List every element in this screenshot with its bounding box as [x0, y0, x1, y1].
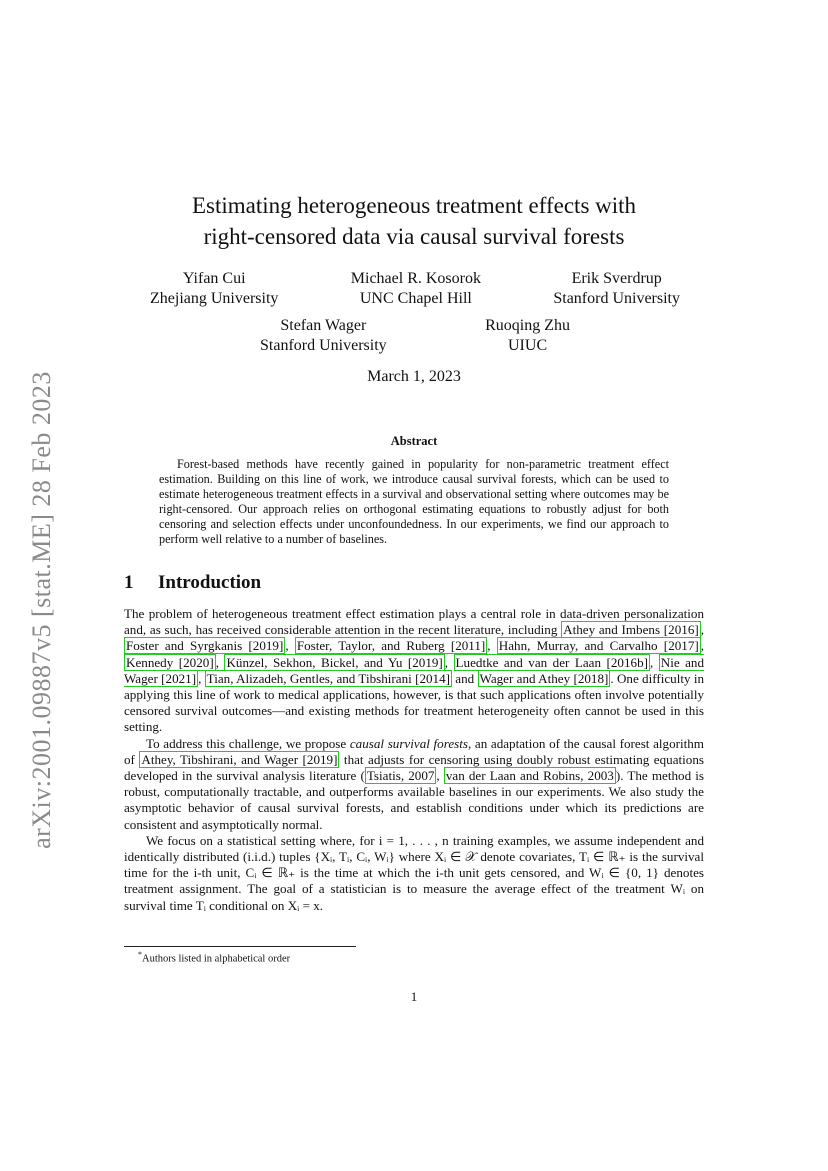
abstract-text: Forest-based methods have recently gained in popularity for non-parametric treatment effect estimation. Building on this line of work, we introduce causal survival forests, which can be used to estimate heterogeneous treatment effects in a survival and observational setting where outcomes may be right-censored. Our approach relies on orthogonal estimating equations to robustly adjust for both censoring and selection effects under unconfoundedness. In our experiments, we find our approach to perform well relative to a number of baselines.: [159, 457, 669, 547]
citation-authors: Nie and Wager: [124, 654, 705, 686]
citation-year: 2019: [252, 638, 279, 654]
arxiv-stamp: [18, 360, 66, 860]
citation-year: 2011: [455, 638, 481, 654]
separator: ,: [487, 638, 497, 654]
citation-authors: Foster, Taylor, and Ruberg: [296, 638, 445, 654]
footnote-text: Authors listed in alphabetical order: [142, 953, 291, 965]
paragraph-text: The problem of heterogeneous treatment effect estimation plays a central role in data-driven personalization and, as such, has received considerable attention in the recent literature, including: [124, 606, 704, 638]
citation-authors: Tian, Alizadeh, Gentles, and Tibshirani: [206, 670, 412, 686]
citation-link[interactable]: Athey, Tibshirani, and Wager [2019]: [141, 751, 338, 767]
citation-year: 2007: [408, 768, 435, 784]
citation-link[interactable]: Luedtke and van der Laan [2016b]: [455, 654, 648, 670]
paper-title: [120, 190, 708, 252]
separator: and: [452, 670, 478, 686]
author-name: Michael R. Kosorok: [350, 270, 481, 287]
footnote-mark: *: [138, 950, 142, 959]
paragraph-2: [124, 736, 704, 833]
citation-year: 2020: [183, 654, 210, 670]
abstract-heading: Abstract: [390, 434, 438, 448]
author-name: Stefan Wager: [280, 317, 367, 334]
citation-link[interactable]: Tian, Alizadeh, Gentles, and Tibshirani [2014]: [206, 670, 450, 686]
citation-authors: Tsiatis: [366, 768, 401, 784]
citation-authors: Foster and Syrgkanis: [126, 638, 243, 654]
body-text: [124, 606, 704, 914]
author-name: Yifan Cui: [182, 270, 246, 287]
citation-year: 2016b: [610, 654, 644, 670]
citation-link[interactable]: Künzel, Sekhon, Bickel, and Yu [2019]: [226, 654, 443, 670]
author-name: Ruoqing Zhu: [485, 317, 570, 334]
citation-authors: Luedtke and van der Laan: [455, 654, 602, 670]
author: [485, 316, 570, 356]
citation-year: 2019: [412, 654, 439, 670]
author: [150, 269, 278, 309]
citation-link[interactable]: Foster, Taylor, and Ruberg [2011]: [296, 638, 486, 654]
paragraph-1: [124, 606, 704, 736]
citation-year: 2014: [419, 670, 446, 686]
citation-year: 2016: [668, 622, 695, 638]
citation-authors: Kennedy: [126, 654, 174, 670]
citation-year: 2019: [306, 751, 334, 767]
citation-link[interactable]: Athey and Imbens [2016]: [563, 622, 699, 638]
citation-link[interactable]: Tsiatis, 2007: [366, 768, 435, 784]
citation-link[interactable]: Hahn, Murray, and Carvalho [2017]: [498, 638, 699, 654]
paragraph-text: To address this challenge, we propose: [146, 735, 350, 751]
footnote: [138, 950, 698, 965]
authors-row-1: [150, 269, 680, 309]
paragraph-text: ). The method is robust, computationally tractable, and outperforms available baselines in our experiments. We also study the asymptotic behavior of causal survival forests, and establish conditions under which its predictions are consistent and asymptotically normal.: [124, 768, 705, 832]
footnote-divider: [124, 946, 356, 947]
section-heading: [124, 572, 704, 594]
author-affiliation: UNC Chapel Hill: [359, 290, 472, 307]
emphasis-text: causal survival forests: [349, 735, 468, 751]
citation-year: 2017: [668, 638, 695, 654]
citation-link[interactable]: Foster and Syrgkanis [2019]: [126, 638, 284, 654]
author-affiliation: UIUC: [508, 337, 548, 354]
arxiv-stamp-text: arXiv:2001.09887v5 [stat.ME] 28 Feb 2023: [27, 371, 56, 849]
section-number: 1: [124, 572, 134, 593]
citation-year: 2018: [577, 670, 604, 686]
citation-link[interactable]: van der Laan and Robins, 2003: [445, 768, 614, 784]
separator: ,: [198, 670, 205, 686]
separator: ,: [215, 654, 225, 670]
separator: ,: [436, 768, 444, 784]
separator: ,: [444, 654, 454, 670]
citation-link[interactable]: Nie and Wager [2021]: [124, 654, 705, 686]
citation-authors: Künzel, Sekhon, Bickel, and Yu: [226, 654, 403, 670]
author: [553, 269, 680, 309]
citation-link[interactable]: Kennedy [2020]: [126, 654, 214, 670]
author-affiliation: Stanford University: [553, 290, 680, 307]
paper-date: March 1, 2023: [367, 368, 461, 385]
citation-authors: Hahn, Murray, and Carvalho: [498, 638, 658, 654]
citation-year: 2021: [165, 670, 192, 686]
paragraph-text: , an adaptation of the causal forest algorithm of: [124, 735, 704, 767]
separator: ,: [700, 638, 705, 654]
separator: ,: [700, 622, 705, 638]
citation-authors: Athey and Imbens: [563, 622, 661, 638]
citation-link[interactable]: Wager and Athey [2018]: [479, 670, 609, 686]
paragraph-text: . One difficulty in applying this line of work to medical applications, however, is that such applications often involve potentially censored survival outcomes—and existing methods for treatment heterogeneity often cannot be used in this setting.: [124, 670, 705, 735]
author-name: Erik Sverdrup: [571, 270, 662, 287]
author-affiliation: Zhejiang University: [150, 290, 279, 307]
citation-year: 2003: [587, 768, 614, 784]
paragraph-3: We focus on a statistical setting where, for i = 1, . . . , n training examples, we assume independent and identically distributed (i.i.d.) tuples {Xᵢ, Tᵢ, Cᵢ, Wᵢ} where Xᵢ ∈ 𝒳 denote covariates, Tᵢ ∈ ℝ₊ is the survival time for the i-th unit, Cᵢ ∈ ℝ₊ is the time at which the i-th unit gets censored, and Wᵢ ∈ {0, 1} denotes treatment assignment. The goal of a statistician is to measure the average effect of the treatment Wᵢ on survival time Tᵢ conditional on Xᵢ = x.: [124, 832, 704, 913]
separator: ,: [649, 654, 659, 670]
title-line-1: Estimating heterogeneous treatment effects with: [191, 193, 637, 218]
citation-authors: Wager and Athey: [479, 670, 571, 686]
page-number: 1: [410, 989, 418, 1004]
paragraph-text: that adjusts for censoring using doubly robust estimating equations developed in the survival analysis literature (: [124, 751, 704, 784]
author-affiliation: Stanford University: [260, 337, 387, 354]
author: [260, 316, 387, 356]
author: [351, 269, 481, 309]
authors-row-2: [260, 316, 570, 356]
separator: ,: [285, 638, 295, 654]
title-line-2: right-censored data via causal survival forests: [203, 224, 625, 249]
section-title: Introduction: [158, 572, 262, 593]
citation-authors: Athey, Tibshirani, and Wager: [141, 751, 299, 767]
citation-authors: van der Laan and Robins: [445, 768, 581, 784]
